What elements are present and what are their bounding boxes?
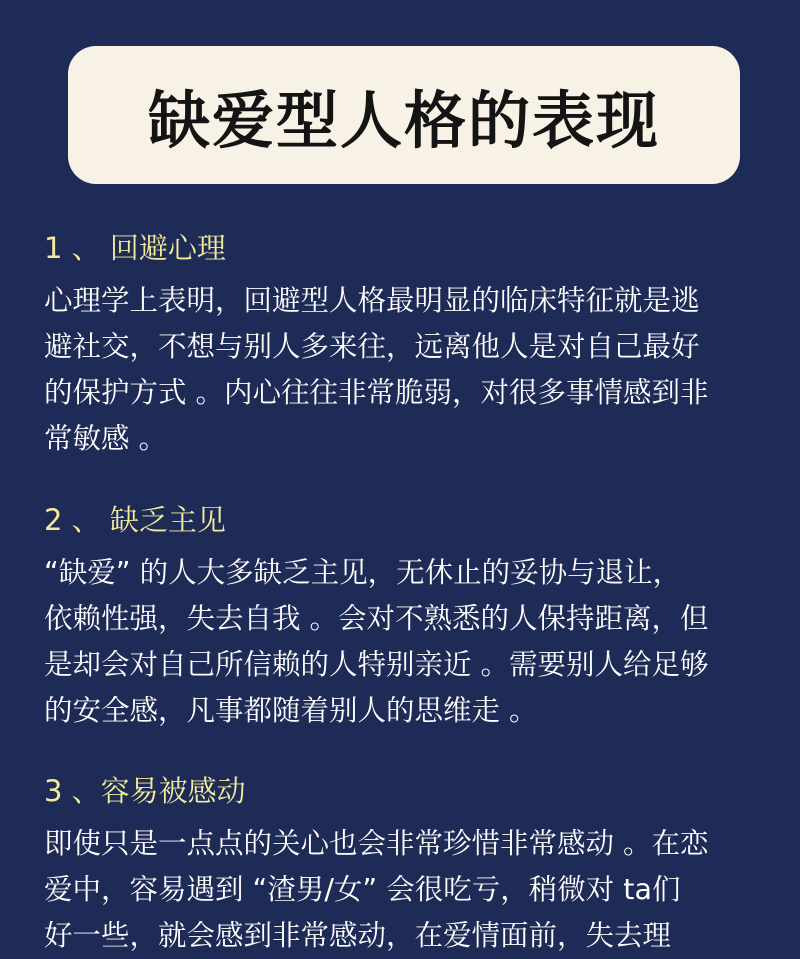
section-body: [44, 550, 764, 734]
body-line: 是却会对自己所信赖的人特别亲近 。需要别人给足够: [44, 648, 709, 681]
body-line: “缺爱” 的人大多缺乏主见，无休止的妥协与退让，: [44, 556, 682, 589]
section-heading: 1 、 回避心理: [44, 231, 226, 265]
section-avoidance: [44, 228, 764, 462]
section-body: [44, 821, 764, 959]
body-line: 好一些，就会感到非常感动，在爱情面前，失去理: [44, 919, 672, 952]
page-title: 缺爱型人格的表现: [147, 83, 660, 157]
body-line: 心理学上表明，回避型人格最明显的临床特征就是逃: [44, 284, 700, 317]
body-line: 常敏感 。: [44, 422, 168, 455]
title-card: [68, 46, 740, 184]
body-line: 依赖性强，失去自我 。会对不熟悉的人保持距离，但: [44, 602, 709, 635]
section-heading: 2 、 缺乏主见: [44, 503, 226, 537]
body-line: 避社交，不想与别人多来往，远离他人是对自己最好: [44, 330, 700, 363]
body-line: 爱中，容易遇到 “渣男/女” 会很吃亏，稍微对 ta们: [44, 873, 681, 906]
body-line: 即使只是一点点的关心也会非常珍惜非常感动 。在恋: [44, 827, 709, 860]
section-heading: 3 、容易被感动: [44, 774, 246, 808]
section-easily-moved: [44, 771, 764, 959]
section-body: [44, 278, 764, 462]
body-line: 的安全感，凡事都随着别人的思维走 。: [44, 694, 538, 727]
body-line: 的保护方式 。内心往往非常脆弱，对很多事情感到非: [44, 376, 709, 409]
section-lack-of-opinion: [44, 500, 764, 734]
